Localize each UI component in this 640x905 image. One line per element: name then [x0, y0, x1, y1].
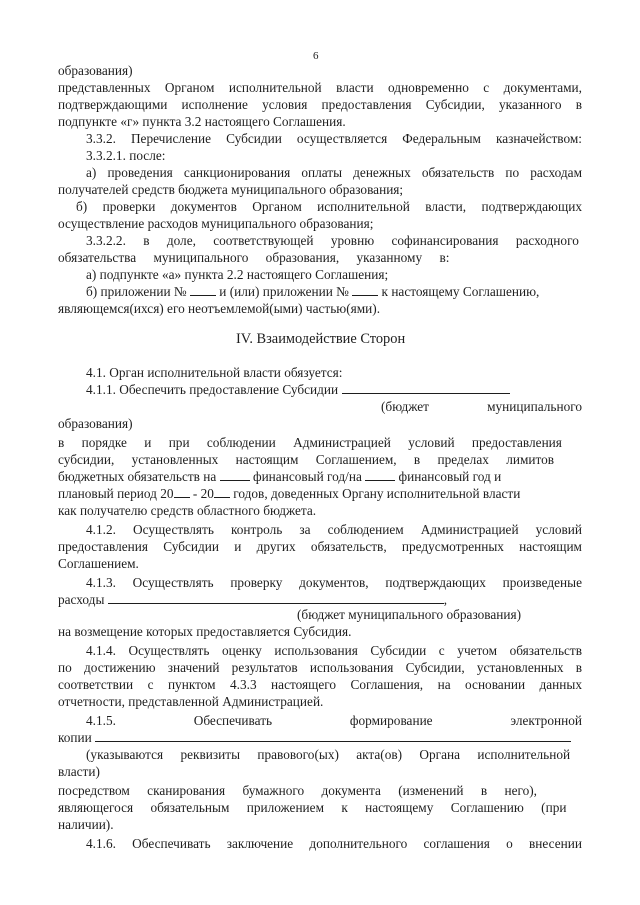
caption-line: (указываются реквизиты правового(ых) акта(ов) Органа исполнительной [86, 747, 571, 762]
text-line: Соглашением. [58, 556, 139, 571]
text-line [58, 486, 520, 502]
clause-3-3-2: 3.3.2. Перечисление Субсидии осуществляется Федеральным казначейством: [86, 131, 583, 146]
text-line: как получателю средств областного бюджета. [58, 503, 317, 518]
text-line: на возмещение которых предоставляется Субсидия. [58, 624, 352, 639]
text-line [58, 730, 571, 746]
caption-line: (бюджет муниципального образования) [297, 607, 522, 622]
blank-line [108, 592, 444, 604]
text-word: Обеспечивать [193, 713, 273, 728]
clause-4-1-1 [86, 382, 510, 398]
page-number: 6 [313, 50, 319, 62]
text-fragment: к настоящему Соглашению, [381, 284, 540, 299]
text-line: являющемся(ихся) его неотъемлемой(ыми) частью(ями). [58, 301, 381, 316]
text-line: соответствии с пунктом 4.3.3 настоящего Соглашения, на основании данных [58, 677, 582, 692]
blank-line [352, 284, 378, 296]
text-word: 4.1.5. [86, 713, 116, 728]
blank-line [342, 382, 510, 394]
caption-word: муниципального [487, 399, 582, 414]
text-fragment: бюджетных обязательств на [58, 469, 217, 484]
text-fragment: , [443, 592, 448, 607]
text-fragment: - 20 [192, 486, 214, 501]
clause-3-3-2-2: 3.3.2.2. в доле, соответствующей уровню софинансирования расходного [86, 233, 579, 248]
blank-line [214, 486, 230, 498]
blank-line [365, 469, 395, 481]
clause-4-1-5 [86, 713, 582, 729]
text-line: в порядке и при соблюдении Администрацией условий предоставления [58, 435, 562, 450]
text-line: представленных Органом исполнительной власти одновременно с документами, [58, 80, 582, 95]
text-line: субсидии, установленных настоящим Соглашением, в пределах лимитов [58, 452, 555, 467]
text-fragment: годов, доведенных Органу исполнительной власти [233, 486, 521, 501]
text-fragment: расходы [58, 592, 105, 607]
text-line: подтверждающими исполнение условия предоставления Субсидии, указанного в [58, 97, 582, 112]
text-line: а) проведения санкционирования оплаты денежных обязательств по расходам [86, 165, 583, 180]
text-fragment: финансовый год и [398, 469, 502, 484]
text-line: осуществление расходов муниципального образования; [58, 216, 374, 231]
text-line: обязательства муниципального образования, указанному в: [58, 250, 450, 265]
text-line: а) подпункте «а» пункта 2.2 настоящего Соглашения; [86, 267, 389, 282]
text-fragment: 4.1.1. Обеспечить предоставление Субсидии [86, 382, 339, 397]
clause-4-1: 4.1. Орган исполнительной власти обязуется: [86, 365, 343, 380]
text-line: образования) [58, 416, 133, 431]
clause-4-1-2: 4.1.2. Осуществлять контроль за соблюдением Администрацией условий [86, 522, 582, 537]
section-heading: IV. Взаимодействие Сторон [236, 331, 406, 347]
text-line [58, 469, 501, 485]
text-line: получателей средств бюджета муниципального образования; [58, 182, 404, 197]
clause-4-1-6: 4.1.6. Обеспечивать заключение дополнительного соглашения о внесении [86, 836, 582, 851]
text-line: наличии). [58, 817, 114, 832]
caption-line [381, 399, 582, 415]
blank-line [174, 486, 190, 498]
text-line [86, 284, 539, 300]
blank-line [190, 284, 216, 296]
text-fragment: плановый период 20 [58, 486, 174, 501]
text-line: образования) [58, 63, 133, 78]
clause-4-1-4: 4.1.4. Осуществлять оценку использования Субсидии с учетом обязательств [86, 643, 583, 658]
clause-3-3-2-1: 3.3.2.1. после: [86, 148, 166, 163]
text-word: формирование [349, 713, 433, 728]
text-line: по достижению значений результатов использования Субсидии, установленных в [58, 660, 583, 675]
text-fragment: и (или) приложении № [219, 284, 349, 299]
text-line: являющегося обязательным приложением к настоящему Соглашению (при [58, 800, 567, 815]
blank-line [220, 469, 250, 481]
text-line [58, 592, 447, 608]
caption-word: (бюджет [381, 399, 429, 414]
text-line: б) проверки документов Органом исполнительной власти, подтверждающих [76, 199, 582, 214]
text-line: предоставления Субсидии и других обязательств, предусмотренных настоящим [58, 539, 582, 554]
clause-4-1-3: 4.1.3. Осуществлять проверку документов, подтверждающих произведеные [86, 575, 582, 590]
text-line: подпункте «г» пункта 3.2 настоящего Соглашения. [58, 114, 346, 129]
text-fragment: копии [58, 730, 92, 745]
text-line: посредством сканирования бумажного документа (изменений в него), [58, 783, 537, 798]
text-line: отчетности, представленной Администрацией. [58, 694, 324, 709]
text-fragment: финансовый год/на [252, 469, 362, 484]
blank-line [95, 730, 571, 742]
text-fragment: б) приложении № [86, 284, 187, 299]
text-word: электронной [510, 713, 582, 728]
caption-line: власти) [58, 764, 100, 779]
